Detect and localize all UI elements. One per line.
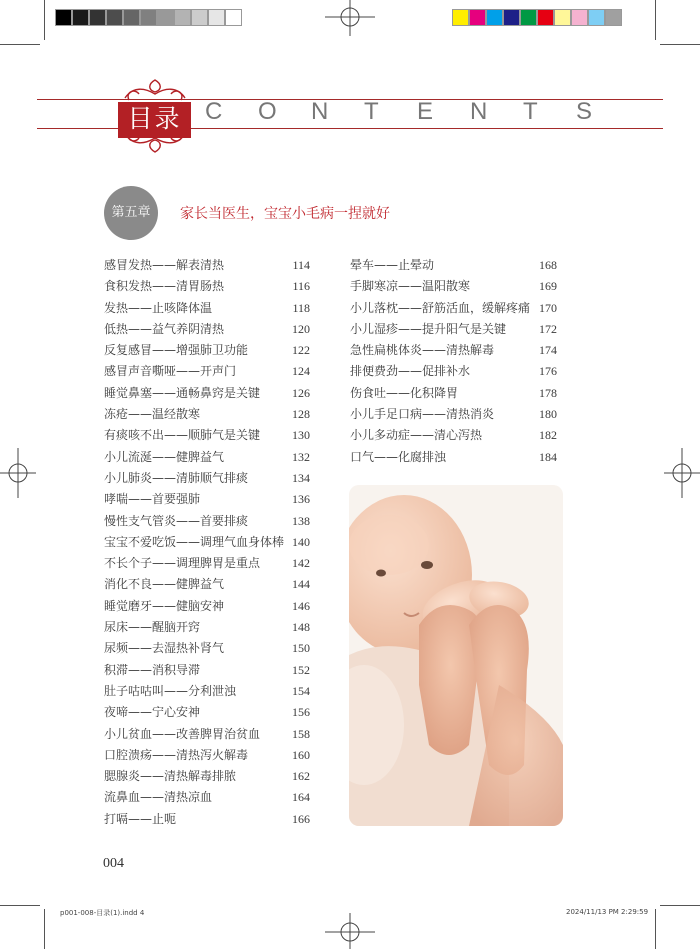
toc-entry[interactable] xyxy=(104,298,310,319)
toc-entry[interactable] xyxy=(104,809,310,830)
color-swatch xyxy=(588,9,605,26)
toc-entry-page: 132 xyxy=(292,449,310,464)
toc-entry-title: 肚子咕咕叫——分利泄浊 xyxy=(104,683,237,698)
toc-entry-page: 180 xyxy=(539,407,557,422)
toc-entry-title: 口气——化腐排浊 xyxy=(350,449,447,464)
toc-entry-title: 尿床——醒脑开窍 xyxy=(104,620,201,635)
chapter-title: 家长当医生，宝宝小毛病一捏就好 xyxy=(180,206,390,222)
toc-entry-title: 腮腺炎——清热解毒排脓 xyxy=(104,769,237,784)
toc-entry-page: 152 xyxy=(292,662,310,677)
color-swatch xyxy=(571,9,588,26)
toc-entry-title: 睡觉磨牙——健脑安神 xyxy=(104,598,225,613)
toc-entry-title: 小儿手足口病——清热消炎 xyxy=(350,407,495,422)
toc-entry[interactable] xyxy=(104,617,310,638)
gray-swatch xyxy=(140,9,157,26)
gray-swatch xyxy=(123,9,140,26)
gray-swatch xyxy=(89,9,106,26)
grayscale-bar xyxy=(55,9,242,26)
gray-swatch xyxy=(157,9,174,26)
toc-entry[interactable] xyxy=(350,361,557,382)
toc-entry-title: 夜啼——宁心安神 xyxy=(104,705,201,720)
color-bar xyxy=(452,9,622,26)
toc-entry[interactable] xyxy=(104,489,310,510)
toc-entry-page: 170 xyxy=(539,300,557,315)
toc-entry-title: 低热——益气养阴清热 xyxy=(104,321,225,336)
toc-entry-title: 小儿贫血——改善脾胃治贫血 xyxy=(104,726,261,741)
toc-entry-title: 晕车——止晕动 xyxy=(350,258,435,272)
gray-swatch xyxy=(191,9,208,26)
toc-entry[interactable] xyxy=(350,404,557,425)
toc-left-column xyxy=(104,255,310,830)
toc-entry[interactable] xyxy=(104,724,310,745)
toc-entry-title: 发热——止咳降体温 xyxy=(104,300,213,315)
color-swatch xyxy=(452,9,469,26)
gray-swatch xyxy=(55,9,72,26)
contents-letter: E xyxy=(417,98,434,125)
toc-entry-page: 182 xyxy=(539,428,557,443)
toc-entry-page: 120 xyxy=(292,321,310,336)
toc-entry[interactable] xyxy=(104,276,310,297)
gray-swatch xyxy=(174,9,191,26)
gray-swatch xyxy=(208,9,225,26)
registration-mark-top xyxy=(325,0,375,36)
toc-entry-page: 134 xyxy=(292,470,310,485)
toc-entry-title: 食积发热——清胃肠热 xyxy=(104,279,225,294)
toc-entry[interactable] xyxy=(104,383,310,404)
toc-entry-title: 慢性支气管炎——首要排痰 xyxy=(104,513,249,528)
toc-entry[interactable] xyxy=(350,319,557,340)
toc-entry-page: 140 xyxy=(292,534,310,549)
registration-mark-bottom xyxy=(325,913,375,949)
toc-entry-page: 158 xyxy=(292,726,310,741)
toc-entry-page: 154 xyxy=(292,683,310,698)
toc-entry[interactable] xyxy=(350,447,557,468)
contents-letter: T xyxy=(523,98,538,125)
toc-entry-title: 打嗝——止呃 xyxy=(104,811,177,826)
toc-entry-title: 冻疮——温经散寒 xyxy=(104,407,201,422)
toc-entry-page: 148 xyxy=(292,620,310,635)
toc-entry-page: 168 xyxy=(539,258,557,272)
toc-entry-title: 感冒发热——解表清热 xyxy=(104,258,225,272)
registration-mark-right xyxy=(664,448,700,498)
toc-entry-page: 176 xyxy=(539,364,557,379)
toc-entry[interactable] xyxy=(104,702,310,723)
toc-entry-title: 小儿多动症——清心泻热 xyxy=(350,428,483,443)
toc-entry-page: 126 xyxy=(292,385,310,400)
toc-entry[interactable] xyxy=(104,511,310,532)
toc-entry-page: 184 xyxy=(539,449,557,464)
toc-entry[interactable] xyxy=(104,638,310,659)
toc-entry[interactable] xyxy=(104,319,310,340)
page-number: 004 xyxy=(103,856,124,871)
color-swatch xyxy=(520,9,537,26)
gray-swatch xyxy=(106,9,123,26)
toc-entry[interactable] xyxy=(350,276,557,297)
toc-entry-page: 118 xyxy=(292,300,310,315)
toc-entry-title: 有痰咳不出——顺肺气是关键 xyxy=(104,428,261,443)
toc-entry[interactable] xyxy=(104,361,310,382)
color-swatch xyxy=(503,9,520,26)
toc-entry-page: 178 xyxy=(539,385,557,400)
color-swatch xyxy=(469,9,486,26)
toc-right-column xyxy=(350,255,557,468)
toc-title: 目录 xyxy=(127,104,182,133)
toc-entry[interactable] xyxy=(350,425,557,446)
toc-entry[interactable] xyxy=(104,787,310,808)
chapter-label: 第五章 xyxy=(111,205,151,220)
color-swatch xyxy=(554,9,571,26)
toc-entry-page: 124 xyxy=(292,364,310,379)
toc-entry-page: 146 xyxy=(292,598,310,613)
toc-entry-title: 小儿流涎——健脾益气 xyxy=(104,449,225,464)
toc-entry-page: 172 xyxy=(539,321,557,336)
toc-entry-title: 积滞——消积导滞 xyxy=(104,662,201,677)
toc-entry[interactable] xyxy=(104,681,310,702)
toc-entry-page: 164 xyxy=(292,790,310,805)
toc-entry-title: 消化不良——健脾益气 xyxy=(104,577,225,592)
toc-entry-page: 128 xyxy=(292,407,310,422)
toc-entry-title: 口腔溃疡——清热泻火解毒 xyxy=(104,747,249,762)
toc-entry-title: 反复感冒——增强肺卫功能 xyxy=(104,343,249,358)
toc-entry-title: 小儿落枕——舒筋活血，缓解疼痛 xyxy=(350,300,531,315)
toc-entry-title: 伤食吐——化积降胃 xyxy=(350,385,459,400)
contents-letter: C xyxy=(205,98,223,125)
toc-entry[interactable] xyxy=(104,766,310,787)
toc-entry-page: 142 xyxy=(292,556,310,571)
toc-entry[interactable] xyxy=(104,468,310,489)
toc-entry-page: 116 xyxy=(292,279,310,294)
toc-entry-title: 睡觉鼻塞——通畅鼻窍是关键 xyxy=(104,385,261,400)
toc-entry[interactable] xyxy=(104,745,310,766)
color-swatch xyxy=(537,9,554,26)
toc-entry-page: 114 xyxy=(292,258,310,272)
contents-letter: O xyxy=(258,98,277,125)
toc-entry-title: 宝宝不爱吃饭——调理气血身体棒 xyxy=(104,534,285,549)
toc-entry[interactable] xyxy=(104,532,310,553)
toc-entry[interactable] xyxy=(350,298,557,319)
timestamp-slug: 2024/11/13 PM 2:29:59 xyxy=(566,908,649,916)
toc-entry-page: 169 xyxy=(539,279,557,294)
toc-entry[interactable] xyxy=(104,404,310,425)
toc-entry-title: 哮喘——首要强肺 xyxy=(104,492,201,507)
toc-entry-page: 122 xyxy=(292,343,310,358)
baby-feet-photo xyxy=(349,485,563,826)
toc-entry-page: 166 xyxy=(292,811,310,826)
toc-entry[interactable] xyxy=(350,383,557,404)
toc-entry-page: 130 xyxy=(292,428,310,443)
file-slug: p001-008-目录(1).indd 4 xyxy=(60,909,145,917)
toc-entry-page: 144 xyxy=(292,577,310,592)
color-swatch xyxy=(486,9,503,26)
registration-mark-left xyxy=(0,448,36,498)
contents-letter: N xyxy=(470,98,488,125)
toc-entry-title: 不长个子——调理脾胃是重点 xyxy=(104,556,261,571)
toc-entry-page: 174 xyxy=(539,343,557,358)
toc-entry-title: 小儿湿疹——提升阳气是关键 xyxy=(350,321,507,336)
toc-entry-title: 感冒声音嘶哑——开声门 xyxy=(104,364,237,379)
toc-entry[interactable] xyxy=(104,596,310,617)
contents-letter: N xyxy=(311,98,329,125)
toc-entry-page: 138 xyxy=(292,513,310,528)
toc-entry[interactable] xyxy=(104,574,310,595)
toc-entry[interactable] xyxy=(104,660,310,681)
toc-entry-title: 手脚寒凉——温阳散寒 xyxy=(350,279,471,294)
toc-entry-page: 150 xyxy=(292,641,310,656)
toc-entry-title: 流鼻血——清热凉血 xyxy=(104,790,213,805)
contents-heading xyxy=(205,98,629,126)
toc-entry-title: 尿频——去湿热补肾气 xyxy=(104,641,225,656)
color-swatch xyxy=(605,9,622,26)
toc-entry[interactable] xyxy=(350,255,557,276)
toc-entry-page: 136 xyxy=(292,492,310,507)
toc-entry-title: 小儿肺炎——清肺顺气排痰 xyxy=(104,470,249,485)
toc-entry-title: 排便费劲——促排补水 xyxy=(350,364,471,379)
toc-entry-title: 急性扁桃体炎——清热解毒 xyxy=(350,343,495,358)
contents-letter: S xyxy=(576,98,593,125)
toc-entry[interactable] xyxy=(104,340,310,361)
contents-letter: T xyxy=(364,98,379,125)
toc-entry[interactable] xyxy=(104,255,310,276)
toc-entry-page: 156 xyxy=(292,705,310,720)
gray-swatch xyxy=(72,9,89,26)
toc-entry-page: 162 xyxy=(292,769,310,784)
gray-swatch xyxy=(225,9,242,26)
toc-entry[interactable] xyxy=(104,553,310,574)
toc-entry[interactable] xyxy=(350,340,557,361)
toc-entry[interactable] xyxy=(104,425,310,446)
toc-entry-page: 160 xyxy=(292,747,310,762)
toc-entry[interactable] xyxy=(104,447,310,468)
